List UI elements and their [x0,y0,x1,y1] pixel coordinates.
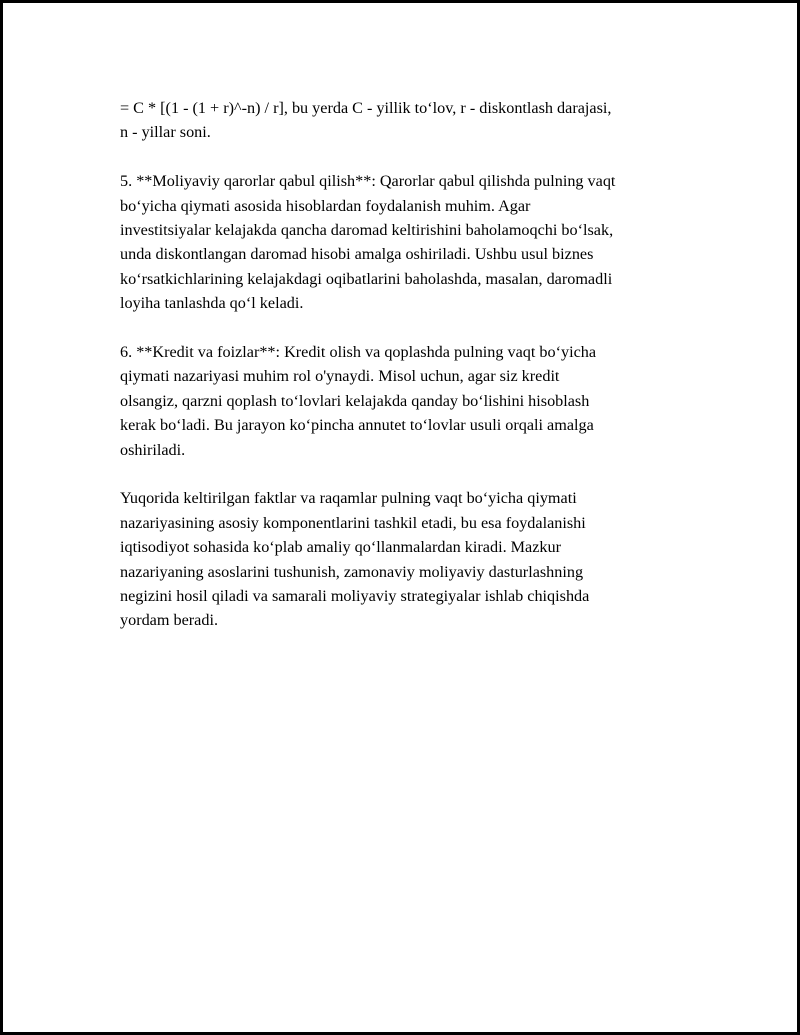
paragraph-formula-continuation: = C * [(1 - (1 + r)^-n) / r], bu yerda C - yillik to‘lov, r - diskontlash darajasi, n - yillar soni. [120,99,612,142]
paragraph-credit-and-interest: 6. **Kredit va foizlar**: Kredit olish va qoplashda pulning vaqt bo‘yicha qiymati nazariyasi muhim rol o'ynaydi. Misol uchun, agar siz kredit olsangiz, qarzni qoplash to‘lovlari kelajakda qanday bo‘lishini hisoblash kerak bo‘ladi. Bu jarayon ko‘pincha annutet to‘lovlar usuli orqali amalga oshiriladi. [120,343,597,459]
paragraph-financial-decisions: 5. **Moliyaviy qarorlar qabul qilish**: Qarorlar qabul qilishda pulning vaqt bo‘yicha qiymati asosida hisoblardan foydalanish muhim. Agar investitsiyalar kelajakda qancha daromad keltirishini baholamoqchi bo‘lsak, unda diskontlangan daromad hisobi amalga oshiriladi. Ushbu usul biznes ko‘rsatkichlarining kelajakdagi oqibatlarini baholashda, masalan, daromadli loyiha tanlashda qo‘l keladi. [120,172,616,313]
paragraph-conclusion: Yuqorida keltirilgan faktlar va raqamlar pulning vaqt bo‘yicha qiymati nazariyasining asosiy komponentlarini tashkil etadi, bu esa foydalanishi iqtisodiyot sohasida ko‘plab amaliy qo‘llanmalardan kiradi. Mazkur nazariyaning asoslarini tushunish, zamonaviy moliyaviy dasturlashning negizini hosil qiladi va samarali moliyaviy strategiyalar ishlab chiqishda yordam beradi. [120,489,590,630]
document-body [120,96,695,657]
